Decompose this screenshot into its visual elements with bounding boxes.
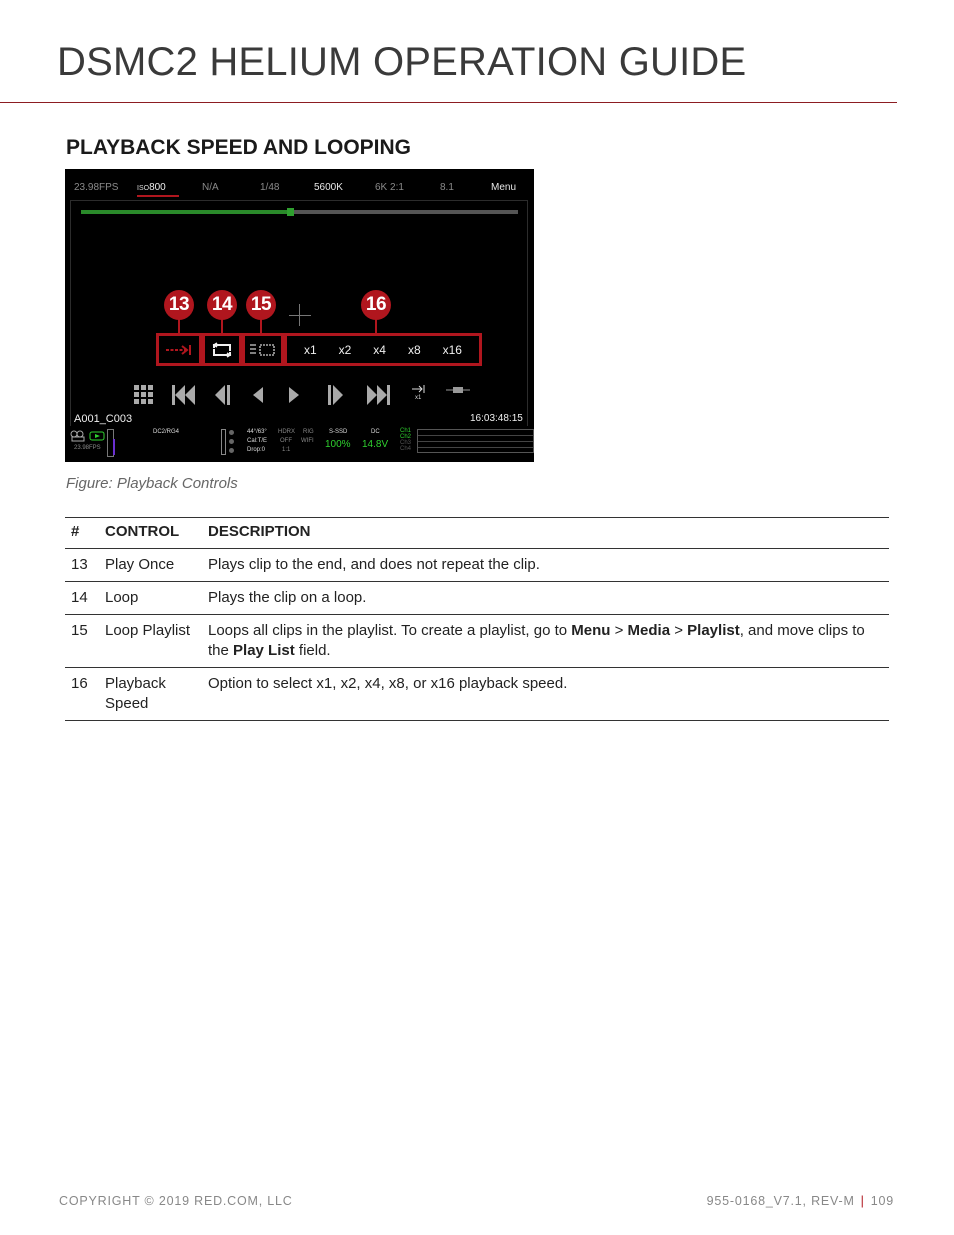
play-list-field-term: Play List — [233, 642, 295, 659]
frame-back-icon[interactable] — [213, 383, 233, 407]
status-ch1: Ch1 — [400, 428, 412, 434]
playlist-term: Playlist — [687, 622, 740, 639]
callout-16: 16 — [361, 290, 391, 320]
audio-channel-meters — [417, 429, 534, 453]
camera-status-bar — [65, 427, 534, 462]
figure-caption: Figure: Playback Controls — [66, 475, 238, 492]
status-dot-1 — [229, 430, 234, 435]
row-num: 13 — [65, 549, 99, 582]
callout-13: 13 — [164, 290, 194, 320]
row-control: Loop — [99, 582, 202, 615]
frame-forward-icon[interactable] — [325, 383, 345, 407]
na-readout: N/A — [202, 182, 219, 193]
row-num: 14 — [65, 582, 99, 615]
callout-stem-14 — [221, 319, 223, 334]
row-control: Loop Playlist — [99, 615, 202, 668]
status-fps: 23.98FPS — [74, 445, 101, 451]
callout-stem-16 — [375, 319, 377, 334]
speed-x1-option[interactable]: x1 — [303, 342, 317, 357]
document-title: DSMC2 HELIUM OPERATION GUIDE — [57, 40, 747, 84]
row-num: 15 — [65, 615, 99, 668]
status-rig-value: WIFI — [301, 438, 314, 444]
status-ch2: Ch2 — [400, 434, 412, 440]
status-temp: 44°/63° — [247, 429, 267, 435]
title-rule — [0, 102, 897, 103]
skip-to-start-icon[interactable] — [171, 383, 197, 407]
callout-15: 15 — [246, 290, 276, 320]
status-media-label: S-SSD — [329, 429, 348, 435]
media-term: Media — [627, 622, 671, 639]
table-row — [65, 582, 889, 615]
grid-icon[interactable] — [133, 383, 155, 405]
row-description: Option to select x1, x2, x4, x8, or x16 playback speed. — [202, 668, 889, 721]
status-dot-2 — [229, 439, 234, 444]
row-control: Playback Speed — [99, 668, 202, 721]
menu-term: Menu — [571, 622, 611, 639]
footer-page-number: 109 — [870, 1194, 894, 1208]
callout-14: 14 — [207, 290, 237, 320]
skip-to-end-icon[interactable] — [365, 383, 391, 407]
speed-x2-option[interactable]: x2 — [338, 342, 352, 357]
speed-x8-option[interactable]: x8 — [407, 342, 421, 357]
playback-progress-handle[interactable] — [287, 208, 294, 216]
iso-readout: ISO800 — [137, 182, 166, 193]
status-power-value: 14.8V — [362, 439, 389, 450]
crosshair-icon — [289, 315, 311, 316]
row-description: Loops all clips in the playlist. To create a playlist, go to Menu > Media > Playlist, and move clips to the Play List field. — [202, 615, 889, 668]
callout-stem-13 — [178, 319, 180, 334]
crosshair-icon-vertical — [299, 304, 300, 326]
menu-button[interactable]: Menu — [491, 182, 517, 193]
table-header-row — [65, 518, 889, 549]
status-dot-3 — [229, 448, 234, 453]
white-balance-readout: 5600K — [314, 182, 343, 193]
status-ch3: Ch3 — [400, 440, 412, 446]
status-rig: RIG — [303, 429, 314, 435]
resolution-readout: 6K 2:1 — [375, 182, 404, 193]
header-description: DESCRIPTION — [202, 518, 889, 549]
controls-table — [65, 517, 889, 721]
status-codec: DC2/RG4 — [153, 429, 180, 435]
speed-x16-option[interactable]: x16 — [442, 342, 462, 357]
playback-screen-figure — [65, 169, 534, 462]
status-cal: Cal:T/E — [247, 438, 268, 444]
status-drop: Drop:0 — [247, 447, 266, 453]
status-media-value: 100% — [325, 439, 351, 450]
loop-button[interactable] — [202, 333, 242, 366]
fps-readout: 23.98FPS — [74, 182, 119, 193]
playback-speed-selector[interactable] — [284, 333, 482, 366]
row-description: Plays clip to the end, and does not repeat the clip. — [202, 549, 889, 582]
header-num: # — [65, 518, 99, 549]
loop-playlist-icon — [249, 342, 277, 358]
status-ch4: Ch4 — [400, 446, 412, 452]
audio-scrub-icon[interactable] — [445, 383, 471, 397]
clip-name: A001_C003 — [74, 413, 133, 425]
play-icon[interactable] — [287, 383, 301, 407]
row-num: 16 — [65, 668, 99, 721]
table-row — [65, 615, 889, 668]
play-once-button[interactable] — [156, 333, 202, 366]
section-title: PLAYBACK SPEED AND LOOPING — [66, 136, 411, 159]
table-row — [65, 549, 889, 582]
footer-page-info — [707, 1194, 894, 1208]
media-meter — [221, 429, 226, 455]
footer-doc-id: 955-0168_V7.1, REV-M — [706, 1194, 855, 1208]
status-hdrx: HDRX — [278, 429, 296, 435]
table-row — [65, 668, 889, 721]
aperture-readout: 8.1 — [440, 182, 454, 193]
header-control: CONTROL — [99, 518, 202, 549]
play-once-icon — [164, 343, 194, 357]
status-ratio: 1:1 — [282, 447, 291, 453]
footer-separator: | — [860, 1194, 865, 1208]
play-reverse-icon[interactable] — [251, 383, 265, 407]
camera-top-bar — [65, 169, 534, 197]
speed-x4-option[interactable]: x4 — [373, 342, 386, 357]
shutter-readout: 1/48 — [260, 182, 280, 193]
camera-record-icon — [70, 430, 110, 442]
transport-controls — [129, 383, 479, 409]
iso-underline — [137, 195, 179, 197]
loop-icon — [210, 342, 234, 358]
footer-copyright: COPYRIGHT © 2019 RED.COM, LLC — [59, 1194, 293, 1208]
callout-stem-15 — [260, 319, 262, 334]
audio-meter-level — [113, 439, 115, 455]
timecode: 16:03:48:15 — [470, 413, 523, 424]
loop-playlist-button[interactable] — [242, 333, 284, 366]
row-description: Plays the clip on a loop. — [202, 582, 889, 615]
status-hdrx-value: OFF — [280, 438, 292, 444]
row-control: Play Once — [99, 549, 202, 582]
playback-progress-fill — [81, 210, 291, 214]
status-power-label: DC — [371, 429, 380, 435]
speed-indicator: x1 — [415, 395, 422, 401]
play-once-indicator-icon — [411, 383, 427, 395]
